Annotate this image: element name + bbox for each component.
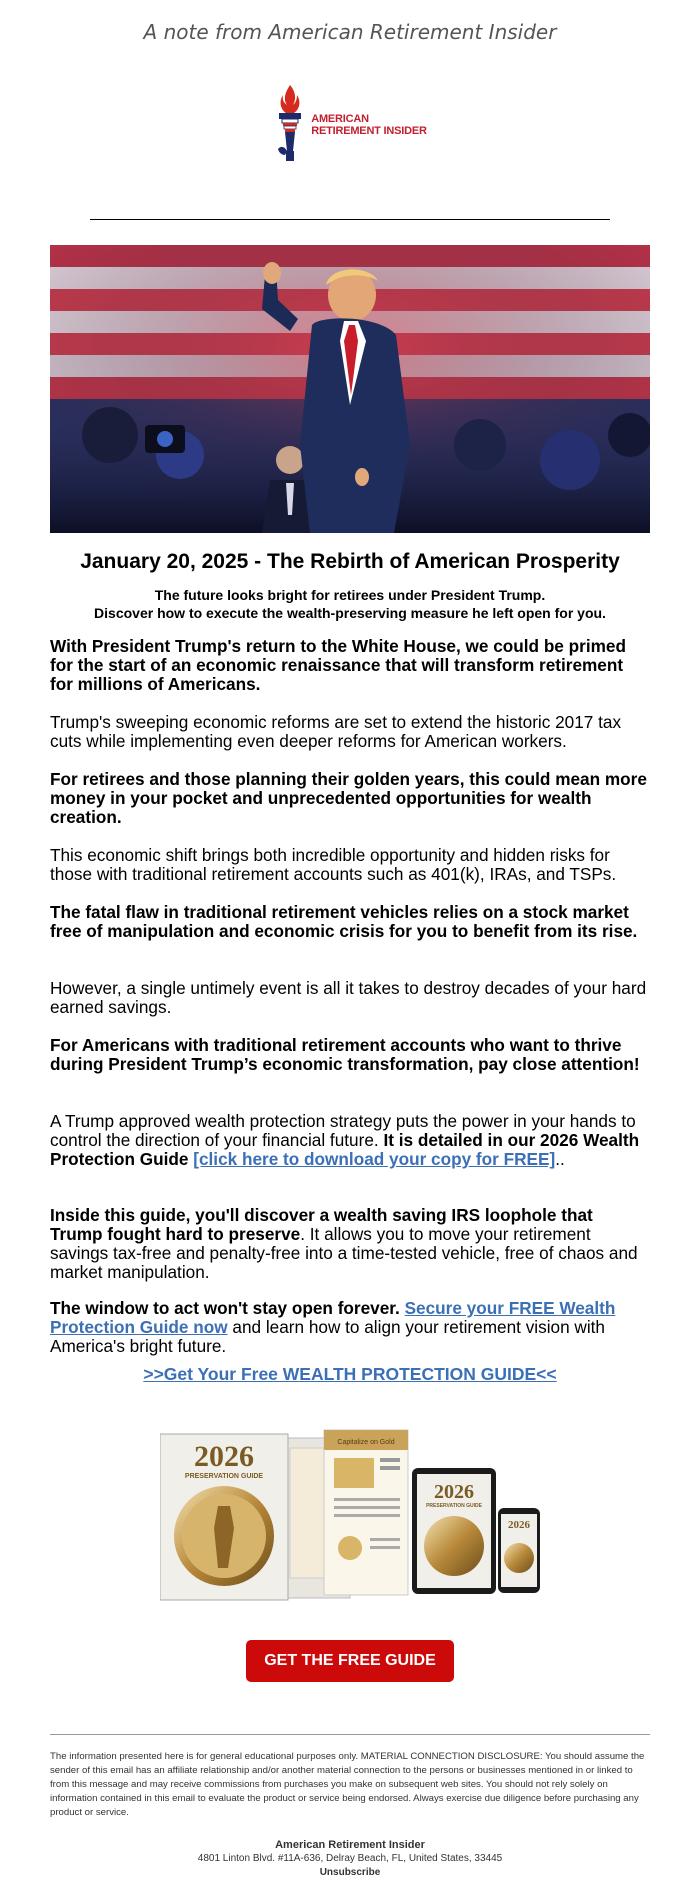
- article-headline: January 20, 2025 - The Rebirth of American Prosperity: [80, 550, 620, 573]
- paragraph-6: However, a single untimely event is all it takes to destroy decades of your hard earned savings.: [50, 978, 647, 1017]
- disclaimer-text: The information presented here is for general educational purposes only. MATERIAL CONNECTION DISCLOSURE: You should assume the sender of this email has an affiliate relationship and/or another material connection to the persons or businesses mentioned in or linked to from this message and may receive commissions from purchases you make on subsequent web sites. You should not rely solely on information contained in this email to evaluate the product or service being endorsed. Always exercise due diligence before purchasing any product or service.: [50, 1751, 645, 1818]
- booklet-title: Capitalize on Gold: [337, 1439, 395, 1446]
- paragraph-8-end: ..: [555, 1149, 565, 1169]
- paragraph-10: [50, 1299, 650, 1356]
- paragraph-10-text: and learn how to align your retirement vision with America's bright future.: [50, 1317, 605, 1356]
- logo-wordmark: [311, 113, 427, 137]
- footer-org-name: American Retirement Insider: [275, 1839, 425, 1851]
- paragraph-2: Trump's sweeping economic reforms are set to extend the historic 2017 tax cuts while implementing even deeper reforms for American workers.: [50, 712, 622, 751]
- tablet-year: 2026: [434, 1481, 474, 1503]
- phone-year: 2026: [508, 1519, 530, 1531]
- article-subheadline: [50, 586, 650, 622]
- subheadline-line-2: Discover how to execute the wealth-preserving measure he left open for you.: [94, 605, 606, 621]
- paragraph-9-text: . It allows you to move your retirement savings tax-free and penalty-free into a time-tested vehicle, free of chaos and market manipulation.: [50, 1224, 638, 1282]
- unsubscribe-link[interactable]: Unsubscribe: [319, 1867, 381, 1878]
- product-year: 2026: [194, 1440, 254, 1473]
- paragraph-3: For retirees and those planning their golden years, this could mean more money in your pocket and unprecedented opportunities for wealth creation.: [50, 769, 647, 827]
- hero-image[interactable]: [50, 245, 650, 533]
- torch-icon: [273, 83, 307, 167]
- paragraph-5: The fatal flaw in traditional retirement vehicles relies on a stock market free of manipulation and economic crisis for you to benefit from its rise.: [50, 902, 638, 941]
- get-free-guide-link[interactable]: >>Get Your Free WEALTH PROTECTION GUIDE<<: [143, 1364, 557, 1384]
- product-label: PRESERVATION GUIDE: [184, 1473, 264, 1480]
- download-guide-link[interactable]: [click here to download your copy for FREE]: [193, 1149, 556, 1169]
- header-note: A note from American Retirement Insider: [143, 20, 557, 44]
- paragraph-9-bold: Inside this guide, you'll discover a wealth saving IRS loophole that Trump fought hard to preserve: [50, 1205, 593, 1244]
- secure-guide-link[interactable]: Secure your FREE Wealth Protection Guide now: [50, 1298, 616, 1337]
- product-image[interactable]: [160, 1428, 550, 1603]
- brand-logo[interactable]: [0, 80, 700, 170]
- logo-line-1: AMERICAN: [311, 113, 369, 125]
- paragraph-8: [50, 1112, 650, 1169]
- header-divider: [90, 219, 610, 220]
- paragraph-8-bold: It is detailed in our 2026 Wealth Protection Guide: [50, 1130, 640, 1169]
- paragraph-8-text: A Trump approved wealth protection strategy puts the power in your hands to control the direction of your financial future.: [50, 1111, 636, 1150]
- tablet-label: PRESERVATION GUIDE: [426, 1503, 482, 1509]
- cta-text-link-wrapper: [50, 1364, 650, 1385]
- paragraph-4: This economic shift brings both incredible opportunity and hidden risks for those with traditional retirement accounts such as 401(k), IRAs, and TSPs.: [50, 845, 617, 884]
- logo-line-2: RETIREMENT INSIDER: [311, 125, 427, 137]
- footer-address: 4801 Linton Blvd. #11A-636, Delray Beach, FL, United States, 33445: [197, 1853, 503, 1864]
- paragraph-9: [50, 1206, 650, 1282]
- subheadline-line-1: The future looks bright for retirees under President Trump.: [154, 587, 546, 603]
- get-free-guide-button[interactable]: GET THE FREE GUIDE: [246, 1640, 454, 1682]
- footer: [0, 1838, 700, 1880]
- paragraph-10-bold: The window to act won't stay open forever.: [50, 1298, 405, 1318]
- paragraph-1: With President Trump's return to the White House, we could be primed for the start of an economic renaissance that will transform retirement for millions of Americans.: [50, 636, 626, 694]
- paragraph-7: For Americans with traditional retirement accounts who want to thrive during President Trump’s economic transformation, pay close attention!: [50, 1035, 640, 1074]
- footer-divider: [50, 1734, 650, 1735]
